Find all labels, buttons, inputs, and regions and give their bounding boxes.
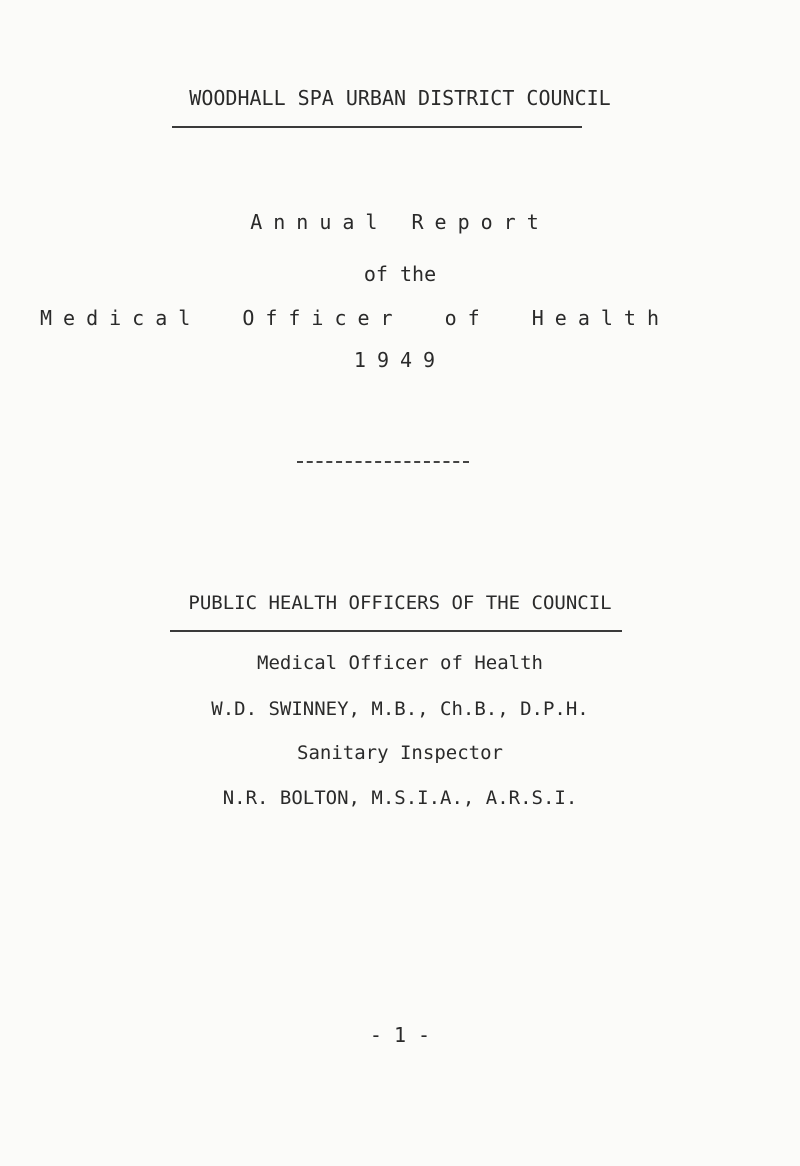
report-subject xyxy=(40,308,670,328)
report-title: Annual Report xyxy=(250,210,550,234)
officer-name: W.D. SWINNEY, M.B., Ch.B., D.P.H. xyxy=(211,698,589,720)
report-subtitle-of-the: of the xyxy=(363,262,437,286)
report-subject-word: Officer xyxy=(242,306,404,330)
report-subject-word: Medical xyxy=(40,306,202,330)
officer-role: Sanitary Inspector xyxy=(297,742,503,764)
section-divider xyxy=(297,461,469,463)
council-title: WOODHALL SPA URBAN DISTRICT COUNCIL xyxy=(189,86,611,110)
report-subject-word: Health xyxy=(531,306,670,330)
section-heading-underline xyxy=(170,630,622,632)
officer-role: Medical Officer of Health xyxy=(257,652,543,674)
officer-name: N.R. BOLTON, M.S.I.A., A.R.S.I. xyxy=(222,787,578,809)
report-subject-word: of xyxy=(444,306,491,330)
section-heading: PUBLIC HEALTH OFFICERS OF THE COUNCIL xyxy=(188,592,612,614)
title-underline xyxy=(172,126,582,128)
page-number: - 1 - xyxy=(369,1023,431,1047)
report-year: 1949 xyxy=(353,348,447,372)
